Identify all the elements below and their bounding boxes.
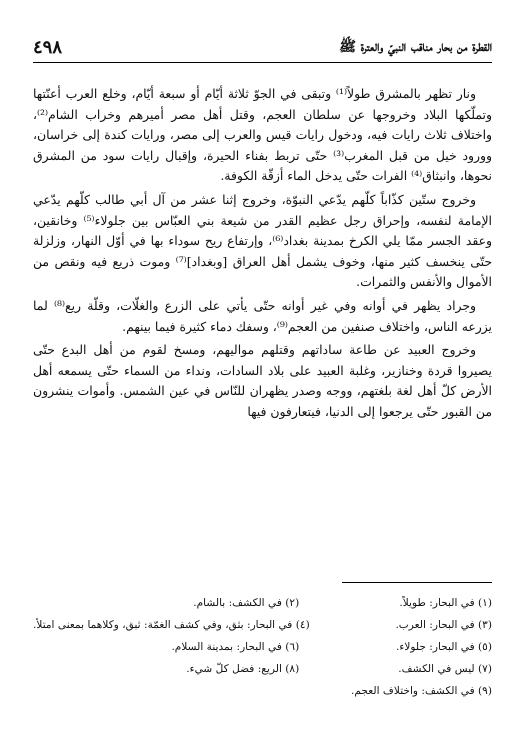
footnote-row	[33, 680, 492, 702]
paragraph: ونار تظهر بالمشرق طولاً⁽¹⁾ وتبقى في الجوّ ثلاثة أيّام أو سبعة أيّام، وخلع العرب أعنّتها وتملّكها البلاد وخروجها عن سلطان العجم، وقتل أهل مصر أميرهم وخراب الشام⁽²⁾، واختلاف ثلاث رايات فيه، ودخول رايات قيس والعرب إلى مصر، ورايات كندة إلى خراسان، وورود خيل من قبل المغرب⁽³⁾ حتّى تربط بفناء الحيرة، وإقبال رايات سود من المشرق نحوها، وانبثاق⁽⁴⁾ الفرات حتّى يدخل الماء أزقّة الكوفة.	[33, 86, 492, 184]
footnotes	[33, 592, 492, 702]
paragraph: وخروج العبيد عن طاعة ساداتهم وقتلهم مواليهم، ومسخ لقوم من أهل البدع حتّى يصيروا قردة وخنازير، وغلبة العبيد على بلاد السادات، ونداء من السماء حتّى يسمعه أهل الأرض كلّ أهل لغة بلغتهم، ووجه وصدر يظهران للنّاس في عين الشمس. وأموات ينشرون من القبور حتّى يرجعوا إلى الدنيا، فيتعارفون فيها	[33, 342, 492, 419]
page-header	[33, 34, 492, 63]
running-title: القطرة من بحار مناقب النبيّ والعترة ﷺ	[339, 39, 492, 55]
footnote: (٢) في الكشف: بالشام.	[193, 597, 300, 609]
footnote: (١) في البحار: طويلاً.	[399, 597, 492, 609]
footnote: (٥) في البحار: جلولاء.	[395, 641, 492, 653]
footnote-row	[33, 592, 492, 614]
footnote-row	[33, 658, 492, 680]
footnote-row	[33, 636, 492, 658]
footnote-row	[33, 614, 492, 636]
footnote: (٦) في البحار: بمدينة السلام.	[171, 641, 300, 653]
paragraph: وجراد يظهر في أوانه وفي غير أوانه حتّى يأتي على الزرع والغلّات، وقلّة ريع⁽⁸⁾ لما يزرعه الناس، واختلاف صنفين من العجم⁽⁹⁾، وسفك دماء كثيرة فيما بينهم.	[33, 297, 492, 334]
footnote-divider	[342, 582, 492, 583]
page-number: ٤٩٨	[33, 37, 63, 58]
main-text	[33, 84, 492, 426]
footnote: (٣) في البحار: العرب.	[395, 619, 492, 631]
footnote: (٩) في الكشف: واختلاف العجم.	[351, 685, 492, 697]
footnote: (٨) الريع: فضل كلّ شيء.	[186, 663, 300, 675]
footnote: (٤) في البحار: بثق، وفي كشف الغمّة: ثبق، وكلاهما بمعنى امتلأ.	[33, 619, 310, 631]
paragraph: وخروج ستّين كذّاباً كلّهم يدّعي النبوّة، وخروج إثنا عشر من آل أبي طالب كلّهم يدّعي الإمامة لنفسه، وإحراق رجل عظيم القدر من شيعة بني العبّاس بين جلولاء⁽⁵⁾ وخانقين، وعقد الجسر ممّا يلي الكرخ بمدينة بغداد⁽⁶⁾، وإرتفاع ريح سوداء بها في أوّل النهار، وزلزلة حتّى ينخسف كثير منها، وخوف يشمل أهل العراق [وبغداد]⁽⁷⁾ وموت ذريع فيه ونقص من الأموال والأنفس والثمرات.	[33, 191, 493, 290]
footnote: (٧) ليس في الكشف.	[398, 663, 492, 675]
